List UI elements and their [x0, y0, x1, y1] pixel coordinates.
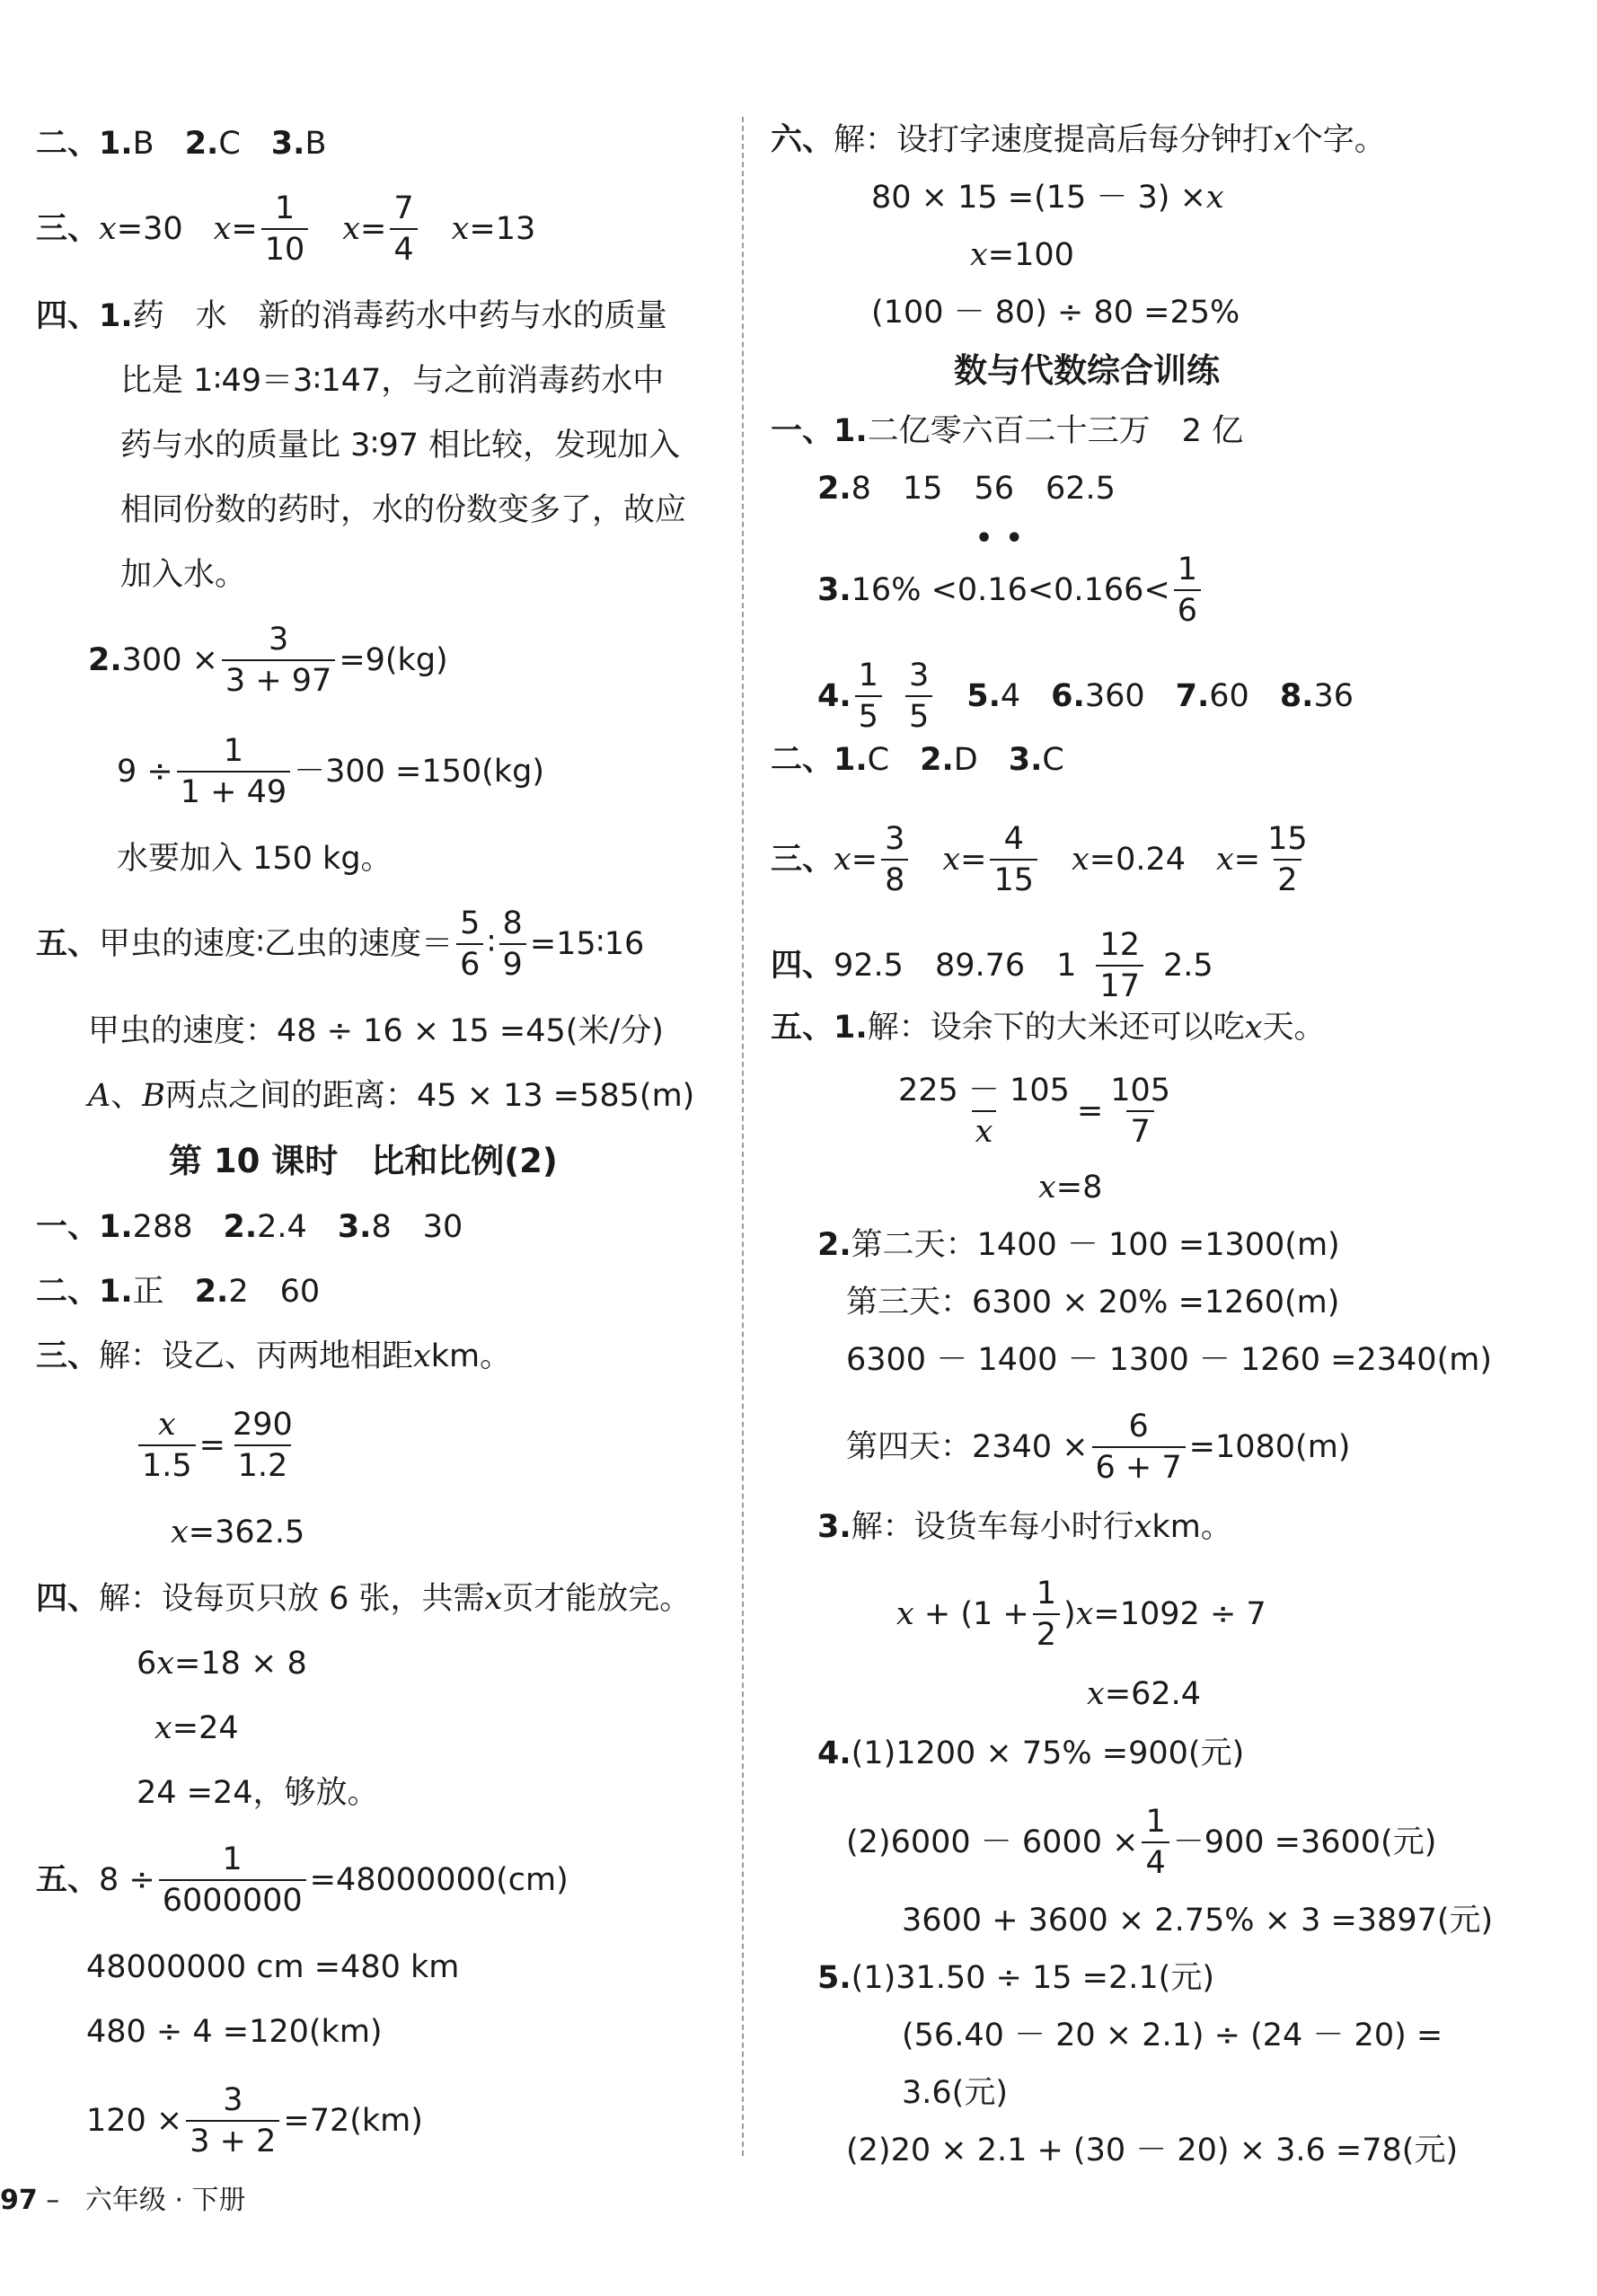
answer-s4-line3: 药与水的质量比 3∶97 相比较，发现加入 [120, 428, 681, 464]
fraction: $\frac{5}{6}$ [456, 904, 483, 985]
answer-s4-line5: 加入水。 [120, 557, 247, 593]
recurring-dots: • • [975, 523, 1025, 554]
answer-a5-p5-line3: 3.6(元) [902, 2075, 1008, 2111]
fraction: $\frac{1}{6000000}$ [159, 1840, 306, 1921]
grade-label: 六年级 · 下册 [84, 2185, 246, 2216]
fraction: $\frac{1}{1 + 49}$ [177, 731, 290, 812]
answer-a5-p2-line3: 6300 － 1400 － 1300 － 1260 =2340(m) [846, 1342, 1492, 1378]
answer-a5-p5-line4: (2)20 × 2.1 + (30 － 20) × 3.6 =78(元) [846, 2133, 1459, 2168]
answer-t4-line3: x =24 [154, 1710, 239, 1746]
answer-s4-line1: 四、 1. 药 水 新的消毒药水中药与水的质量 [36, 298, 667, 334]
answer-a1-line3: 3. 16% <0.16<0.166< $\frac{1}{6}$ [817, 550, 1204, 631]
answer-s2: 二、 1. B 2. C 3. B [36, 126, 327, 162]
fraction: $\frac{15}{2}$ [1267, 821, 1308, 898]
answer-a1-line4: 4. $\frac{1}{5}$ $\frac{3}{5}$ 5. 4 6. 360 7. 60 8. 36 [817, 658, 1354, 735]
column-divider [742, 117, 744, 2156]
fraction: $\frac{3}{8}$ [881, 819, 908, 900]
answer-t4-line4: 24 =24，够放。 [137, 1775, 379, 1811]
answer-s4-eq2: 9 ÷ $\frac{1}{1 + 49}$ －300 =150(kg) [117, 733, 544, 810]
answer-a2: 二、 1. C 2. D 3. C [771, 742, 1064, 778]
answer-s4-line4: 相同份数的药时，水的份数变多了，故应 [120, 492, 687, 528]
fraction: $\frac{6}{6 + 7}$ [1092, 1407, 1186, 1488]
fraction: $\frac{1}{10}$ [261, 189, 309, 269]
answer-s4-eq1: 2. 300 × $\frac{3}{3 + 97}$ =9(kg) [88, 622, 448, 699]
answer-a5-p3-line2: x + (1 + $\frac{1}{2}$ ) x =1092 ÷ 7 [896, 1576, 1266, 1653]
fraction: $\frac{12}{17}$ [1096, 925, 1143, 1006]
answer-a5-proportion: $\frac{225 - 105}{x}$ = $\frac{105}{7}$ [891, 1071, 1178, 1152]
fraction: $\frac{1}{2}$ [1033, 1574, 1060, 1655]
fraction: $\frac{7}{4}$ [390, 189, 417, 269]
fraction: $\frac{1}{6}$ [1174, 550, 1201, 631]
answer-s5-line1: 五、 甲虫的速度∶乙虫的速度＝ $\frac{5}{6}$ ∶ $\frac{8}{9}$ =15∶16 [36, 905, 645, 983]
lesson-title: 第 10 课时 比和比例(2) [169, 1142, 558, 1180]
fraction: $\frac{3}{5}$ [905, 656, 932, 737]
answer-s5-line3: A 、 B 两点之间的距离：45 × 13 =585(m) [88, 1078, 695, 1114]
fraction: $\frac{8}{9}$ [499, 904, 526, 985]
answer-a5-p5-line1: 5. (1)31.50 ÷ 15 =2.1(元) [817, 1960, 1214, 1996]
answer-r6-line1: 六、 解：设打字速度提高后每分钟打 x 个字。 [771, 122, 1386, 158]
page-number: 97 [0, 2185, 38, 2216]
fraction: $\frac{x}{1.5}$ [138, 1405, 196, 1486]
answer-r6-line4: (100 － 80) ÷ 80 =25% [871, 295, 1240, 331]
answer-a5-p4-line2: (2)6000 － 6000 × $\frac{1}{4}$ －900 =3600(元) [846, 1804, 1437, 1881]
answer-a1-line2: 2. 8 15 56 62.5 [817, 471, 1116, 507]
answer-a5-line1: 五、 1. 解：设余下的大米还可以吃 x 天。 [771, 1010, 1326, 1046]
answer-a5-p2-line2: 第三天：6300 × 20% =1260(m) [846, 1285, 1340, 1320]
fraction: $\frac{3}{3 + 2}$ [186, 2080, 279, 2161]
answer-t5-line2: 48000000 cm =480 km [86, 1949, 460, 1985]
answer-r6-line2: 80 × 15 =(15 － 3) × x [871, 180, 1224, 216]
answer-a4: 四、 92.5 89.76 1 $\frac{12}{17}$ 2.5 [771, 927, 1213, 1004]
answer-s4-line2: 比是 1∶49＝3∶147，与之前消毒药水中 [120, 363, 665, 399]
answer-a5-p4-line1: 4. (1)1200 × 75% =900(元) [817, 1735, 1245, 1771]
fraction: $\frac{105}{7}$ [1110, 1073, 1171, 1150]
page-footer: 97 – 六年级 · 下册 [0, 2185, 246, 2216]
answer-t4-line1: 四、 解：设每页只放 6 张，共需 x 页才能放完。 [36, 1581, 692, 1617]
answer-t5-line1: 五、 8 ÷ $\frac{1}{6000000}$ =48000000(cm) [36, 1841, 569, 1919]
answer-a5-p3-line3: x =62.4 [1087, 1676, 1202, 1712]
answer-t4-line2: 6 x =18 × 8 [137, 1646, 307, 1682]
fraction: $\frac{1}{4}$ [1142, 1802, 1169, 1883]
fraction: $\frac{3}{3 + 97}$ [222, 620, 335, 701]
answer-t3-proportion: $\frac{x}{1.5}$ = $\frac{290}{1.2}$ [135, 1405, 300, 1486]
left-column [36, 0, 737, 2159]
section-title: 数与代数综合训练 [954, 351, 1220, 390]
answer-s5-line2: 甲虫的速度：48 ÷ 16 × 15 =45(米/分) [88, 1013, 664, 1049]
fraction: $\frac{4}{15}$ [990, 819, 1037, 900]
answer-t2: 二、 1. 正 2. 2 60 [36, 1274, 321, 1310]
answer-a5-p2-line4: 第四天：2340 × $\frac{6}{6 + 7}$ =1080(m) [846, 1409, 1351, 1486]
answer-t1: 一、 1. 288 2. 2.4 3. 8 30 [36, 1209, 463, 1245]
answer-a5-p2-line1: 2. 第二天：1400 － 100 =1300(m) [817, 1227, 1340, 1263]
answer-t5-line3: 480 ÷ 4 =120(km) [86, 2014, 383, 2050]
answer-t3-line1: 三、 解：设乙、丙两地相距 x km。 [36, 1338, 512, 1374]
answer-s3: 三、 x =30 x = $\frac{1}{10}$ x = $\frac{7}{4}$ x =13 [36, 190, 536, 268]
answer-a3: 三、 x = $\frac{3}{8}$ x = $\frac{4}{15}$ x =0.24 x = $\frac{15}{2}$ [771, 819, 1315, 900]
answer-t5-line4: 120 × $\frac{3}{3 + 2}$ =72(km) [86, 2082, 423, 2159]
fraction: $\frac{225 - 105}{x}$ [898, 1073, 1070, 1150]
answer-a5-p4-line3: 3600 + 3600 × 2.75% × 3 =3897(元) [902, 1903, 1494, 1938]
fraction: $\frac{290}{1.2}$ [233, 1407, 293, 1484]
answer-a5-p5-line2: (56.40 － 20 × 2.1) ÷ (24 － 20) = [902, 2018, 1443, 2053]
answer-a5-p3-line1: 3. 解：设货车每小时行 x km。 [817, 1509, 1232, 1545]
right-column [771, 0, 1561, 2168]
answer-a5-result: x =8 [1038, 1170, 1103, 1205]
fraction: $\frac{1}{5}$ [855, 656, 882, 737]
answer-a1-line1: 一、 1. 二亿零六百二十三万 2 亿 [771, 413, 1244, 449]
answer-t3-result: x =362.5 [171, 1514, 305, 1550]
answer-s4-eq3: 水要加入 150 kg。 [117, 841, 393, 877]
answer-r6-line3: x =100 [970, 237, 1074, 273]
